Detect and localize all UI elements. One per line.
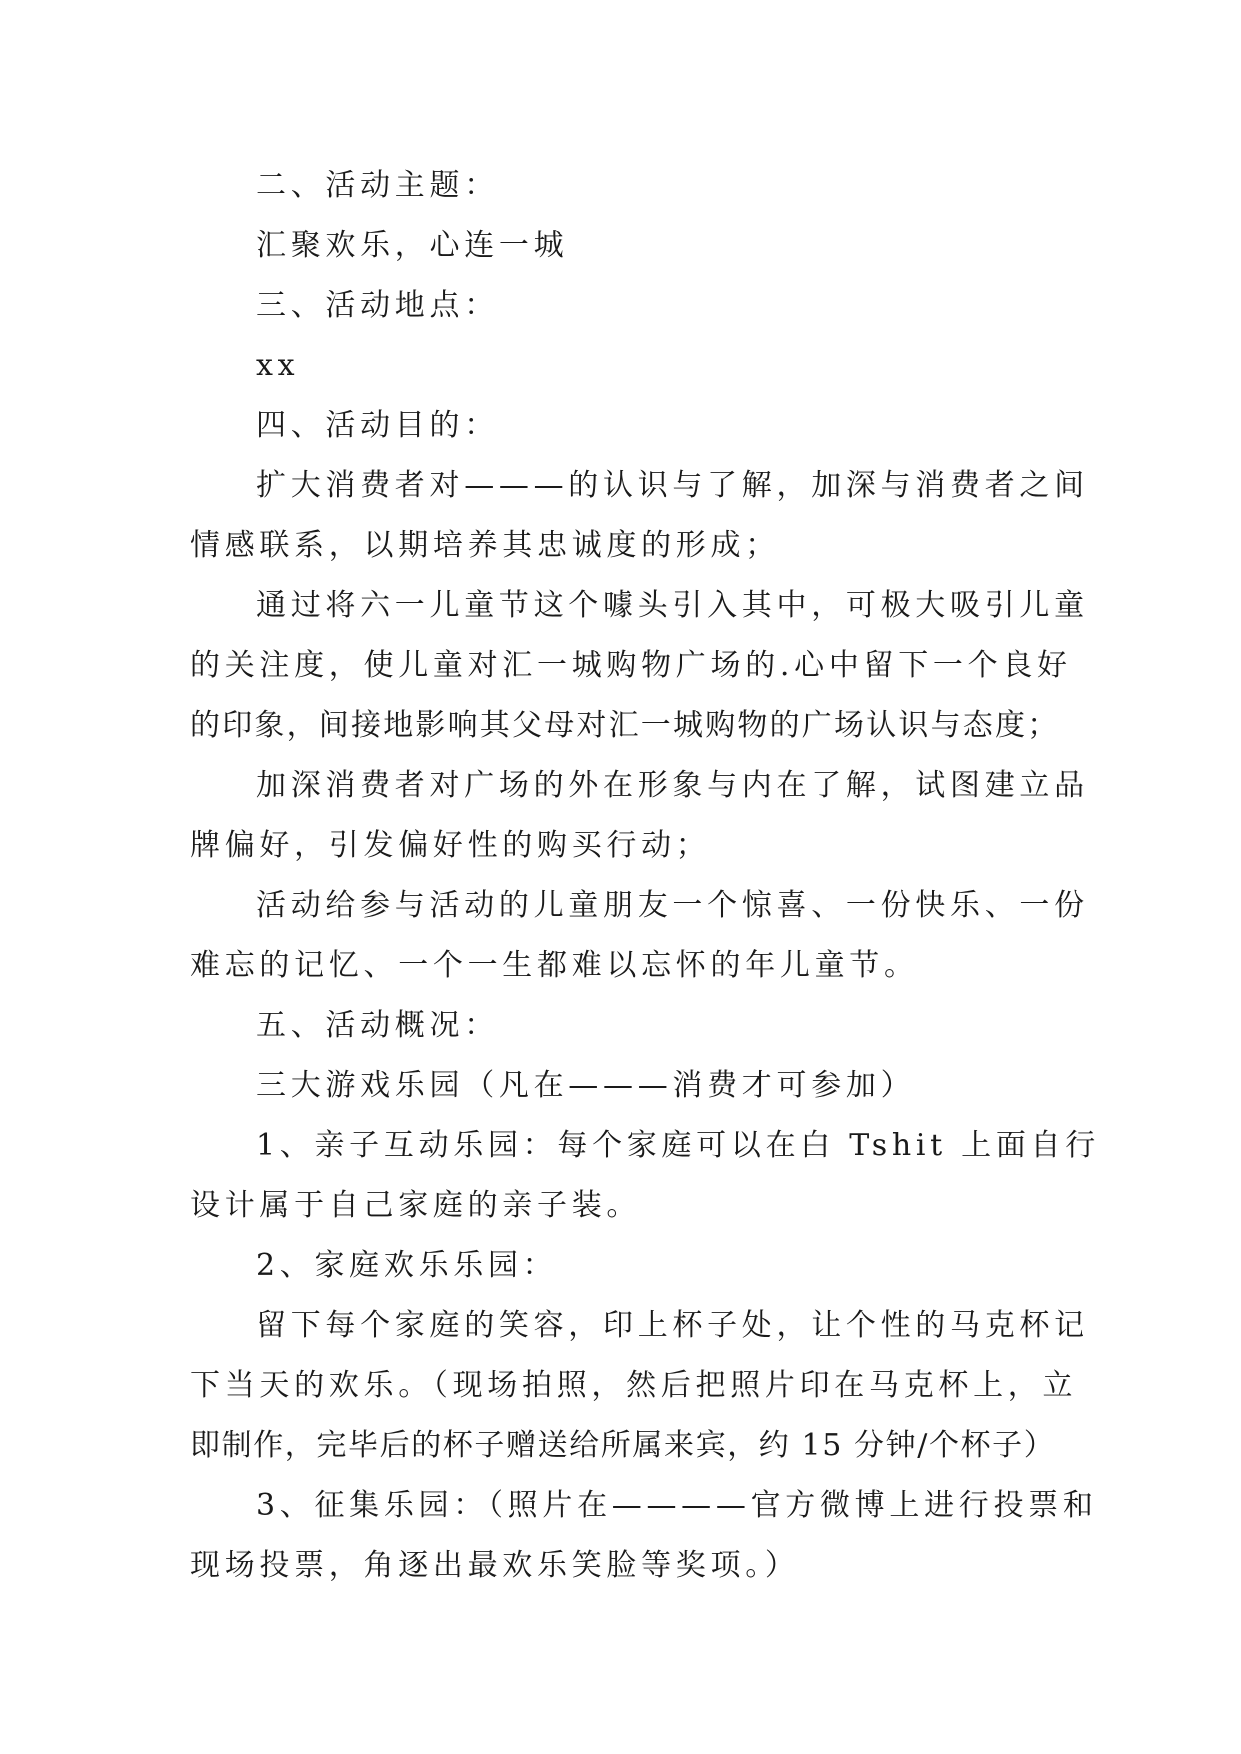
purpose-paragraph-1-line-1: 扩大消费者对———的认识与了解，加深与消费者之间	[256, 468, 1089, 503]
item-3-line-1: 3、征集乐园：（照片在————官方微博上进行投票和	[256, 1488, 1098, 1523]
purpose-paragraph-2-line-2: 的关注度，使儿童对汇一城购物广场的.心中留下一个良好	[190, 648, 1072, 683]
heading-activity-theme: 二、活动主题：	[256, 168, 499, 203]
item-3-line-2: 现场投票，角逐出最欢乐笑脸等奖项。）	[190, 1548, 800, 1583]
heading-activity-purpose: 四、活动目的：	[256, 408, 499, 443]
item-1-line-1: 1、亲子互动乐园：每个家庭可以在白 Tshit 上面自行	[256, 1128, 1100, 1163]
purpose-paragraph-4-line-1: 活动给参与活动的儿童朋友一个惊喜、一份快乐、一份	[256, 888, 1089, 923]
purpose-paragraph-1-line-2: 情感联系，以期培养其忠诚度的形成；	[190, 528, 780, 563]
item-1-line-2: 设计属于自己家庭的亲子装。	[190, 1188, 642, 1223]
purpose-paragraph-3-line-2: 牌偏好，引发偏好性的购买行动；	[190, 828, 711, 863]
activity-location-text: xx	[256, 348, 300, 383]
heading-activity-overview: 五、活动概况：	[256, 1008, 499, 1043]
purpose-paragraph-2-line-3: 的印象，间接地影响其父母对汇一城购物的广场认识与态度；	[190, 708, 1060, 743]
purpose-paragraph-3-line-1: 加深消费者对广场的外在形象与内在了解，试图建立品	[256, 768, 1089, 803]
item-2-line-2: 下当天的欢乐。（现场拍照，然后把照片印在马克杯上，立	[190, 1368, 1078, 1403]
item-2-line-3: 即制作，完毕后的杯子赠送给所属来宾，约 15 分钟/个杯子）	[190, 1428, 1056, 1463]
item-2-line-1: 留下每个家庭的笑容，印上杯子处，让个性的马克杯记	[256, 1308, 1089, 1343]
heading-activity-location: 三、活动地点：	[256, 288, 499, 323]
purpose-paragraph-4-line-2: 难忘的记忆、一个一生都难以忘怀的年儿童节。	[190, 948, 919, 983]
activity-theme-text: 汇聚欢乐，心连一城	[256, 228, 569, 263]
document-body	[190, 156, 1100, 1596]
overview-intro: 三大游戏乐园（凡在———消费才可参加）	[256, 1068, 916, 1103]
item-2-heading: 2、家庭欢乐乐园：	[256, 1248, 558, 1283]
purpose-paragraph-2-line-1: 通过将六一儿童节这个噱头引入其中，可极大吸引儿童	[256, 588, 1089, 623]
